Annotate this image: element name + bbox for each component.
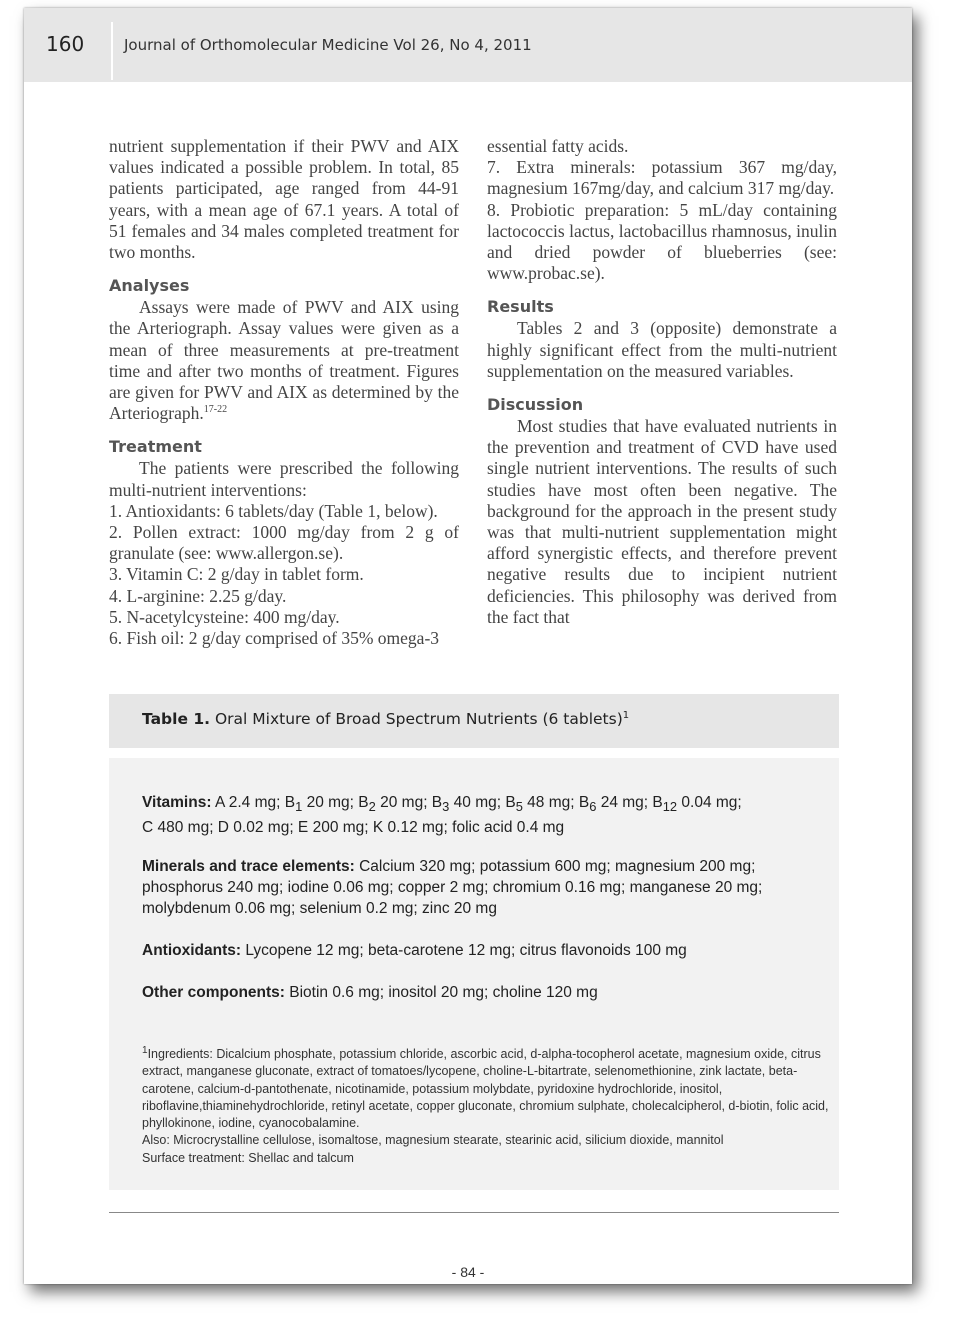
page-number: 160 bbox=[46, 32, 85, 56]
analyses-heading: Analyses bbox=[109, 276, 190, 296]
treatment-paragraph: The patients were prescribed the following multi-nutrient interventions: bbox=[109, 458, 459, 500]
table-footnote bbox=[142, 1046, 832, 1167]
table-caption bbox=[142, 710, 629, 728]
footnote-ingredients: Ingredients: Dicalcium phosphate, potassium chloride, ascorbic acid, d-alpha-tocopherol acetate, magnesium oxide, citrus extract, manganese gluconate, extract of tomatoes/lycopene, choline-L-bitartrate, selenomethionine, zink lactate, beta-carotene, calcium-d-pantothenate, nicotinamide, potassium molybdate, pyridoxine hydrochloride, inositol, riboflavine,thiaminehydrochloride, retinyl acetate, copper gluconate, chromium sulphate, cholecalcipherol, d-biotin, folic acid, phyllokinone, iodine, cyanocobalamine. bbox=[142, 1047, 829, 1131]
analyses-reference: 17-22 bbox=[203, 404, 228, 416]
footer-page-number: - 84 - bbox=[451, 1264, 485, 1280]
footnote-also: Also: Microcrystalline cellulose, isomaltose, magnesium stearate, stearinic acid, silicium dioxide, mannitol bbox=[142, 1133, 724, 1148]
other-components-row bbox=[142, 982, 832, 1003]
vitamins-line-2: C 480 mg; D 0.02 mg; E 200 mg; K 0.12 mg; folic acid 0.4 mg bbox=[142, 819, 565, 837]
table-title: Oral Mixture of Broad Spectrum Nutrients (6 tablets) bbox=[214, 710, 623, 728]
treatment-item: 3. Vitamin C: 2 g/day in tablet form. bbox=[109, 564, 364, 585]
treatment-item: 6. Fish oil: 2 g/day comprised of 35% omega-3 bbox=[109, 628, 440, 649]
antioxidants-row bbox=[142, 940, 832, 961]
header-divider bbox=[111, 22, 113, 80]
right-column bbox=[487, 136, 837, 628]
discussion-heading: Discussion bbox=[487, 395, 584, 415]
other-components-text: Biotin 0.6 mg; inositol 20 mg; choline 120 mg bbox=[289, 984, 598, 1001]
treatment-item: 5. N-acetylcysteine: 400 mg/day. bbox=[109, 606, 340, 627]
results-heading: Results bbox=[487, 297, 554, 317]
analyses-paragraph: Assays were made of PWV and AIX using the Arteriograph. Assay values were given as a mean of three measurements at pre-treatment time and after two months of treatment. Figures are given for PWV and AIX as determined by the Arteriograph.$^{17-22}$ bbox=[109, 297, 459, 424]
antioxidants-text: Lycopene 12 mg; beta-carotene 12 mg; citrus flavonoids 100 mg bbox=[245, 942, 687, 959]
discussion-paragraph: Most studies that have evaluated nutrients in the prevention and treatment of CVD have used single nutrient interventions. The results of such studies have most often been negative. The background for the approach in the present study was that multi-nutrient supplementation might afford synergistic effects, and therefore prevent negative results due to incipient nutrient deficiencies. This philosophy was derived from the fact that bbox=[487, 416, 837, 627]
footnote-surface: Surface treatment: Shellac and talcum bbox=[142, 1150, 354, 1165]
vitamins-row: Vitamins: A 2.4 mg; $B_1$ 20 mg; $B_2$ 20 mg; $B_3$ 40 mg; $B_5$ 48 mg; $B_6$ 24 mg; $B_{12}$ 0.04 mg; C 480 mg; D 0.02 mg; E 200 mg; K 0.12 mg; folic acid 0.4 mg bbox=[142, 792, 832, 838]
table-title-reference: 1 bbox=[622, 709, 630, 721]
left-column bbox=[109, 136, 459, 649]
treatment-item: 7. Extra minerals: potassium 367 mg/day, magnesium 167mg/day, and calcium 317 mg/day. bbox=[487, 157, 837, 199]
footnote-reference: 1 bbox=[142, 1044, 148, 1056]
vitamins-label: Vitamins: bbox=[142, 794, 212, 811]
treatment-item: 4. L-arginine: 2.25 g/day. bbox=[109, 585, 287, 606]
minerals-text: Calcium 320 mg; potassium 600 mg; magnesium 200 mg; phosphorus 240 mg; iodine 0.06 mg; copper 2 mg; chromium 0.16 mg; manganese 20 mg; molybdenum 0.06 mg; selenium 0.2 mg; zinc 20 mg bbox=[142, 858, 763, 917]
page-header bbox=[24, 8, 912, 82]
treatment-item: 1. Antioxidants: 6 tablets/day (Table 1, below). bbox=[109, 500, 438, 521]
minerals-label: Minerals and trace elements: bbox=[142, 858, 355, 875]
minerals-row bbox=[142, 856, 832, 919]
page-sheet bbox=[24, 8, 912, 1284]
continuation-text: essential fatty acids. bbox=[487, 136, 629, 156]
other-components-label: Other components: bbox=[142, 984, 285, 1001]
treatment-item: 8. Probiotic preparation: 5 mL/day containing lactococcis lactus, lactobacillus rhamnosus, inulin and dried powder of blueberries (see: www.probac.se). bbox=[487, 199, 837, 284]
treatment-item: 2. Pollen extract: 1000 mg/day from 2 g of granulate (see: www.allergon.se). bbox=[109, 522, 459, 564]
results-paragraph: Tables 2 and 3 (opposite) demonstrate a highly significant effect from the multi-nutrient supplementation on the measured variables. bbox=[487, 318, 837, 381]
bottom-divider bbox=[109, 1212, 839, 1213]
journal-title: Journal of Orthomolecular Medicine Vol 26, No 4, 2011 bbox=[124, 36, 532, 54]
table-label: Table 1. bbox=[142, 710, 211, 728]
treatment-heading: Treatment bbox=[109, 437, 202, 457]
intro-paragraph: nutrient supplementation if their PWV and AIX values indicated a possible problem. In total, 85 patients participated, age ranged from 44-91 years, with a mean age of 67.1 years. A total of 51 females and 34 males completed treatment for two months. bbox=[109, 136, 459, 263]
antioxidants-label: Antioxidants: bbox=[142, 942, 242, 959]
